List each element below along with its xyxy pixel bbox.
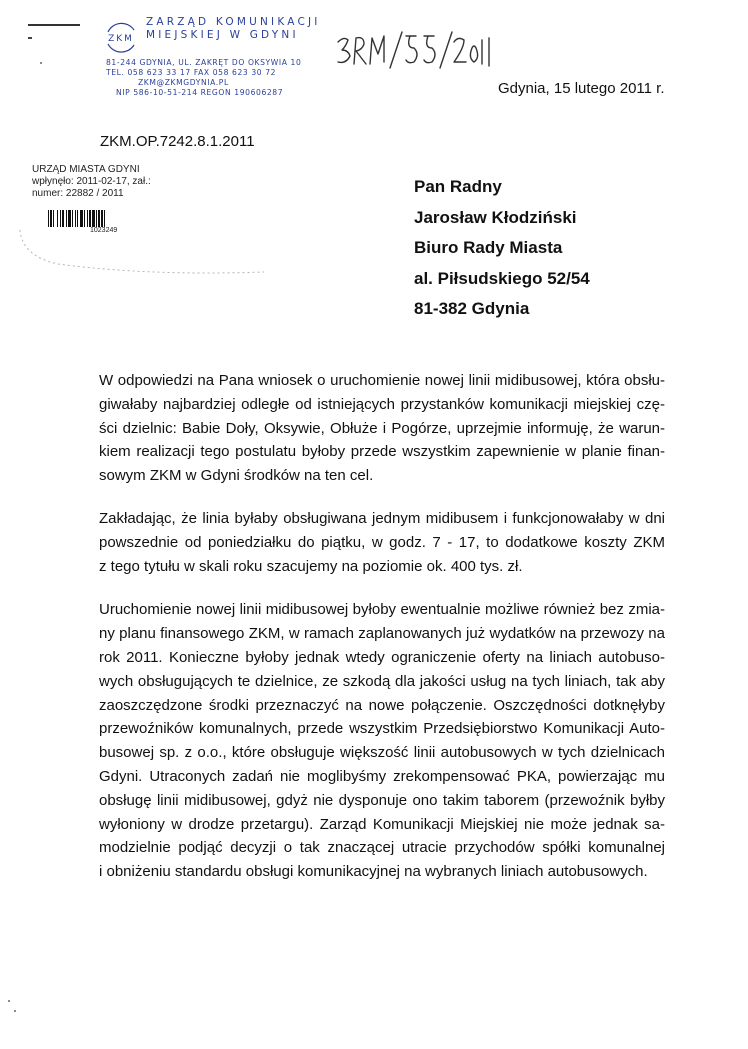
barcode-bar [87,210,88,227]
text-line: Gdyni. Utraconych zadań nie moglibyśmy zrekompensować PKA, powierzając mu [99,767,665,785]
barcode-bar [84,210,85,227]
registry-office: URZĄD MIASTA GDYNI [32,164,140,175]
zkm-logo-icon [102,18,140,56]
stamp-email: ZKM@ZKMGDYNIA.PL [138,78,229,87]
text-line: zaoszczędzone środki przeznaczyć na nowe połączenie. Oszczędności dotknęłyby [99,696,665,714]
paragraph-3 [99,598,665,884]
text-line: ny planu finansowego ZKM, w ramach zaplanowanych już wydatków na przewozy na [99,625,665,643]
text-line: giwałaby najbardziej odległe od istniejących przystanków komunikacji miejskiej czę- [99,395,665,413]
barcode-bar [48,210,49,227]
barcode-bar [89,210,91,227]
barcode-bar [77,210,78,227]
stamp-name-line1: ZARZĄD KOMUNIKACJI [146,16,321,28]
addressee-city: 81-382 Gdynia [414,299,530,318]
addressee-street: al. Piłsudskiego 52/54 [414,268,590,288]
handwritten-registry-note [334,24,494,84]
barcode [48,210,142,227]
stamp-company-name [146,16,321,42]
barcode-bar [60,210,61,227]
addressee-title: Pan Radny [414,177,502,196]
text-line: W odpowiedzi na Pana wniosek o uruchomienie nowej linii midibusowej, która obsłu- [99,372,665,389]
addressee-office: Biuro Rady Miasta [414,238,563,257]
barcode-bar [66,210,67,227]
scan-mark [28,24,80,26]
barcode-bar [72,210,73,227]
scan-speck [8,1000,10,1002]
barcode-bar [62,210,64,227]
scan-speck [40,62,42,64]
stamp-name-line2: MIEJSKIEJ W GDYNI [146,29,299,41]
text-line: busowej sp. z o.o., które obsługuje większość linii autobusowych w tych dzielnicach [99,744,665,762]
registry-received: wpłynęło: 2011-02-17, zał.: [32,176,151,187]
text-line: ści dzielnic: Babie Doły, Oksywie, Obłuże i Pogórze, uprzejmie informuję, że warun- [99,419,665,437]
text-line: powszednie od poniedziałku do piątku, w godz. 7 - 17, to dodatkowe koszty ZKM [99,534,665,552]
barcode-bar [104,210,105,227]
barcode-bar [50,210,52,227]
paragraph-1 [99,369,665,488]
barcode-number: 1023249 [90,227,118,234]
text-line: sowym ZKM w Gdyni środków na ten cel. [99,467,374,485]
paragraph-2 [99,507,665,578]
text-line: obsługę linii midibusowej, gdyż nie dysponuje ono takim taborem (przewoźnik byłby [99,791,665,809]
text-line: i obniżeniu standardu obsługi komunikacyjnej na wybranych liniach autobusowych. [99,863,648,881]
text-line: z tego tytułu w skali roku szacujemy na poziomie ok. 400 tys. zł. [99,558,523,576]
registry-stamp [32,164,212,200]
letter-body [99,369,665,903]
reference-number: ZKM.OP.7242.8.1.2011 [100,133,255,150]
registry-number: numer: 22882 / 2011 [32,188,124,199]
svg-text:ZKM: ZKM [108,34,134,44]
letter-date: Gdynia, 15 lutego 2011 r. [498,80,665,97]
stamp-phone: TEL. 058 623 33 17 FAX 058 623 30 72 [106,68,277,77]
barcode-bar [98,210,100,227]
stamp-address: 81-244 GDYNIA, UL. ZAKRĘT DO OKSYWIA 10 [106,58,302,67]
text-line: Zakładając, że linia byłaby obsługiwana jednym midibusem i funkcjonowałaby w dni [99,510,665,528]
barcode-bar [53,210,54,227]
text-line: modzielnie podjąć decyzji o tak znaczącej utracie przychodów spółki komunalnej [99,839,665,857]
registry-stamp-border [18,226,268,274]
addressee-name: Jarosław Kłodziński [414,207,577,227]
barcode-bar [57,210,58,227]
text-line: rok 2011. Konieczne byłoby jednak wtedy ograniczenie oferty na liniach autobuso- [99,648,665,666]
stamp-ids: NIP 586-10-51-214 REGON 190606287 [116,88,284,97]
company-stamp [76,8,326,100]
text-line: Uruchomienie nowej linii midibusowej byłoby ewentualnie możliwe również bez zmia- [99,601,665,619]
barcode-bar [80,210,83,227]
text-line: kiem realizacji tego postulatu byłoby przede wszystkim zapewnienie w planie finan- [99,443,665,461]
scan-mark-small [28,37,32,39]
barcode-bar [92,210,95,227]
barcode-bar [101,210,103,227]
text-line: wych obsługujących te dzielnice, ze szkodą dla jakości usług na tych liniach, tak aby [99,672,665,690]
scan-speck [14,1010,16,1012]
barcode-bar [68,210,71,227]
text-line: przewoźników komunalnych, przede wszystkim Przedsiębiorstwo Komunikacji Auto- [99,720,665,738]
barcode-bar [75,210,76,227]
text-line: wyłoniony w drodze przetargu). Zarząd Komunikacji Miejskiej nie może jednak sa- [99,815,665,833]
barcode-bar [96,210,97,227]
addressee-block [414,172,590,325]
